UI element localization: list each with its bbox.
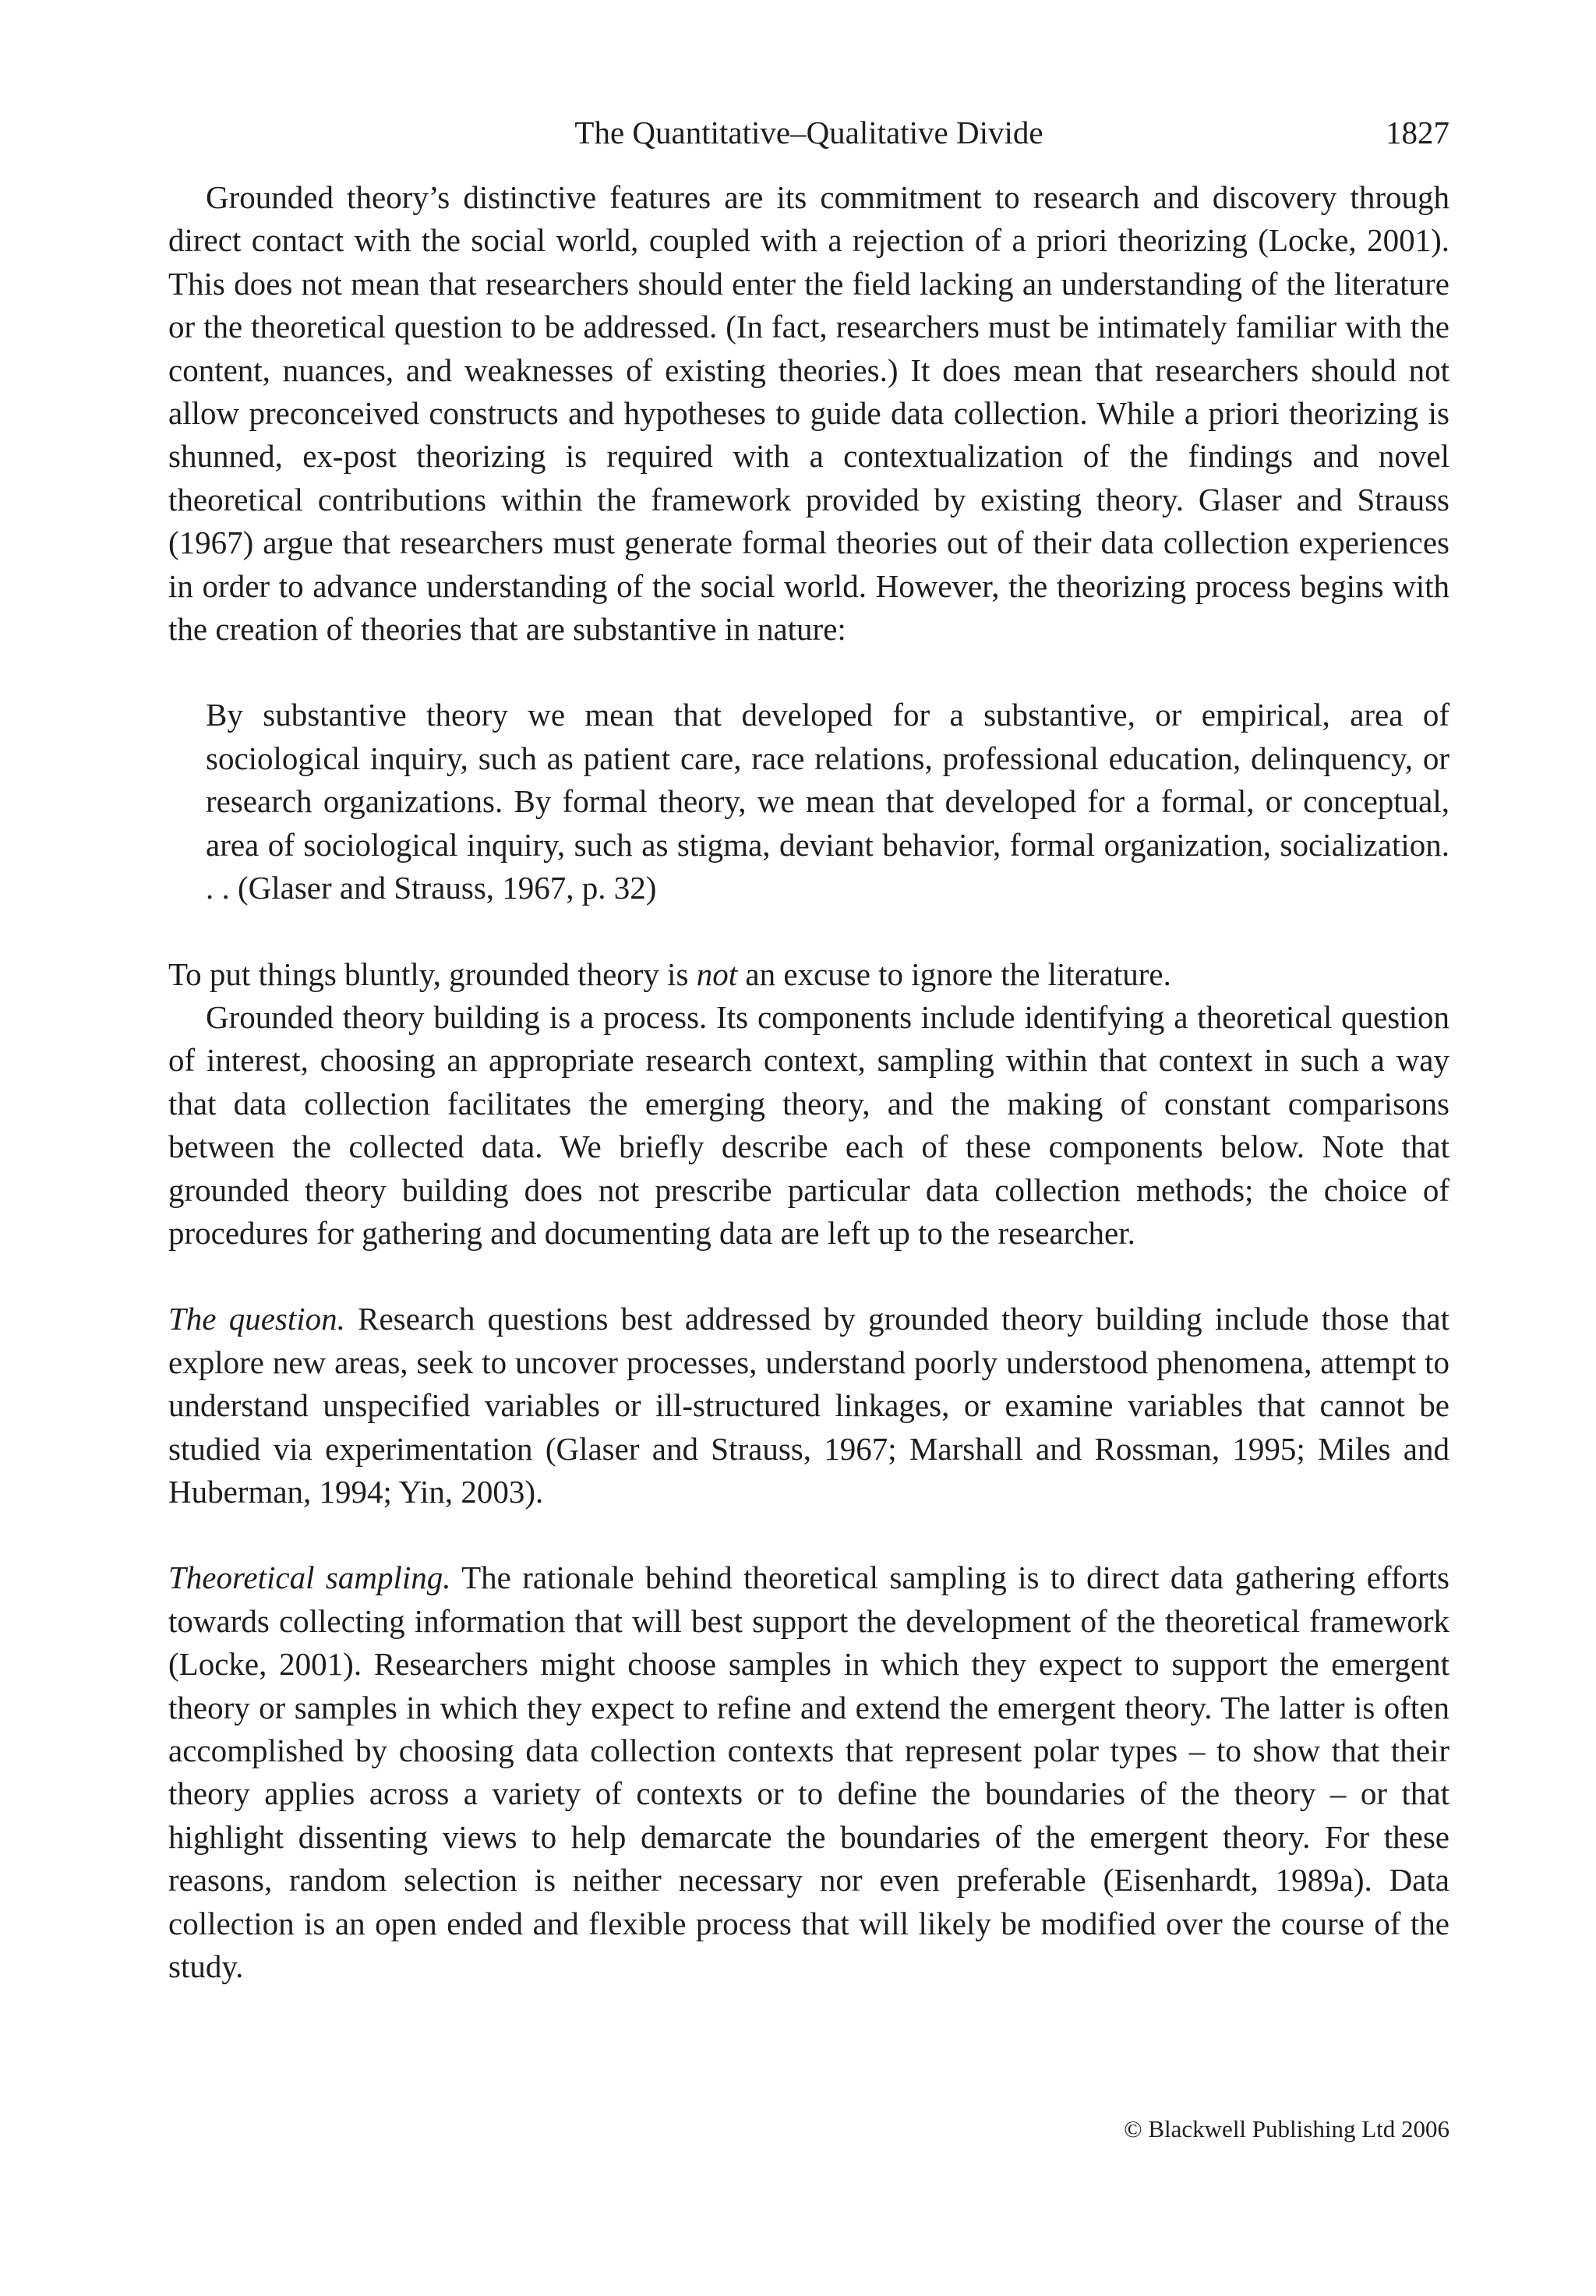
section-text: The rationale behind theoretical sampling is to direct data gathering efforts towards collecting information that will best support the development of the theoretical framework (Locke, 2001). Researchers might choose samples in which they expect to support the emergent theory or samples in which they expect to refine and extend the emergent theory. The latter is often accomplished by choosing data collection contexts that represent polar types – to show that their theory applies across a variety of contexts or to define the boundaries of the theory – or that highlight dissenting views to help demarcate the boundaries of the emergent theory. For these reasons, random selection is neither necessary nor even preferable (Eisenhardt, 1989a). Data collection is an open ended and flexible process that will likely be modified over the course of the study. — [168, 1560, 1449, 1985]
paragraph-text: an excuse to ignore the literature. — [737, 955, 1171, 992]
section-text: Research questions best addressed by grounded theory building include those that explore new areas, seek to uncover processes, understand poorly understood phenomena, attempt to understand unspecified variables or ill-structured linkages, or examine variables that cannot be studied via experimentation (Glaser and Strauss, 1967; Marshall and Rossman, 1995; Miles and Huberman, 1994; Yin, 2003). — [168, 1301, 1450, 1510]
paragraph-text: To put things bluntly, grounded theory is — [168, 955, 697, 992]
section-theoretical-sampling — [168, 1556, 1449, 1988]
article-body — [168, 176, 1449, 1988]
running-header — [168, 109, 1449, 156]
copyright-footer: © Blackwell Publishing Ltd 2006 — [1124, 2115, 1449, 2142]
running-title: The Quantitative–Qualitative Divide — [574, 115, 1043, 150]
paragraph-theory-building-process: Grounded theory building is a process. Its components include identifying a theoretical question of interest, choosing an appropriate research context, sampling within that context in such a way that data collection facilitates the emerging theory, and the making of constant comparisons between the collected data. We briefly describe each of these components below. Note that grounded theory building does not prescribe particular data collection methods; the choice of procedures for gathering and documenting data are left up to the researcher. — [168, 998, 1449, 1251]
paragraph-grounded-theory-features: Grounded theory’s distinctive features are its commitment to research and discovery through direct contact with the social world, coupled with a rejection of a priori theorizing (Locke, 2001). This does not mean that researchers should enter the field lacking an understanding of the literature or the theoretical question to be addressed. (In fact, researchers must be intimately familiar with the content, nuances, and weaknesses of existing theories.) It does mean that researchers should not allow preconceived constructs and hypotheses to guide data collection. While a priori theorizing is shunned, ex-post theorizing is required with a contextualization of the findings and novel theoretical contributions within the framework provided by existing theory. Glaser and Strauss (1967) argue that researchers must generate formal theories out of their data collection experiences in order to advance understanding of the social world. However, the theorizing process begins with the creation of theories that are substantive in nature: — [168, 179, 1449, 648]
emphasis-not: not — [696, 955, 738, 992]
page-number: 1827 — [1386, 115, 1449, 150]
block-quote-glaser-strauss: By substantive theory we mean that developed for a substantive, or empirical, area of sociological inquiry, such as patient care, race relations, professional education, delinquency, or research organizations. By formal theory, we mean that developed for a formal, or conceptual, area of sociological inquiry, such as stigma, deviant behavior, formal organization, socialization. . . (Glaser and Strauss, 1967, p. 32) — [206, 697, 1449, 906]
paragraph-put-things-bluntly — [168, 953, 1449, 996]
run-in-heading-theoretical-sampling: Theoretical sampling. — [168, 1560, 451, 1596]
run-in-heading-the-question: The question. — [168, 1301, 345, 1337]
journal-page — [168, 0, 1449, 2296]
section-the-question — [168, 1298, 1449, 1514]
